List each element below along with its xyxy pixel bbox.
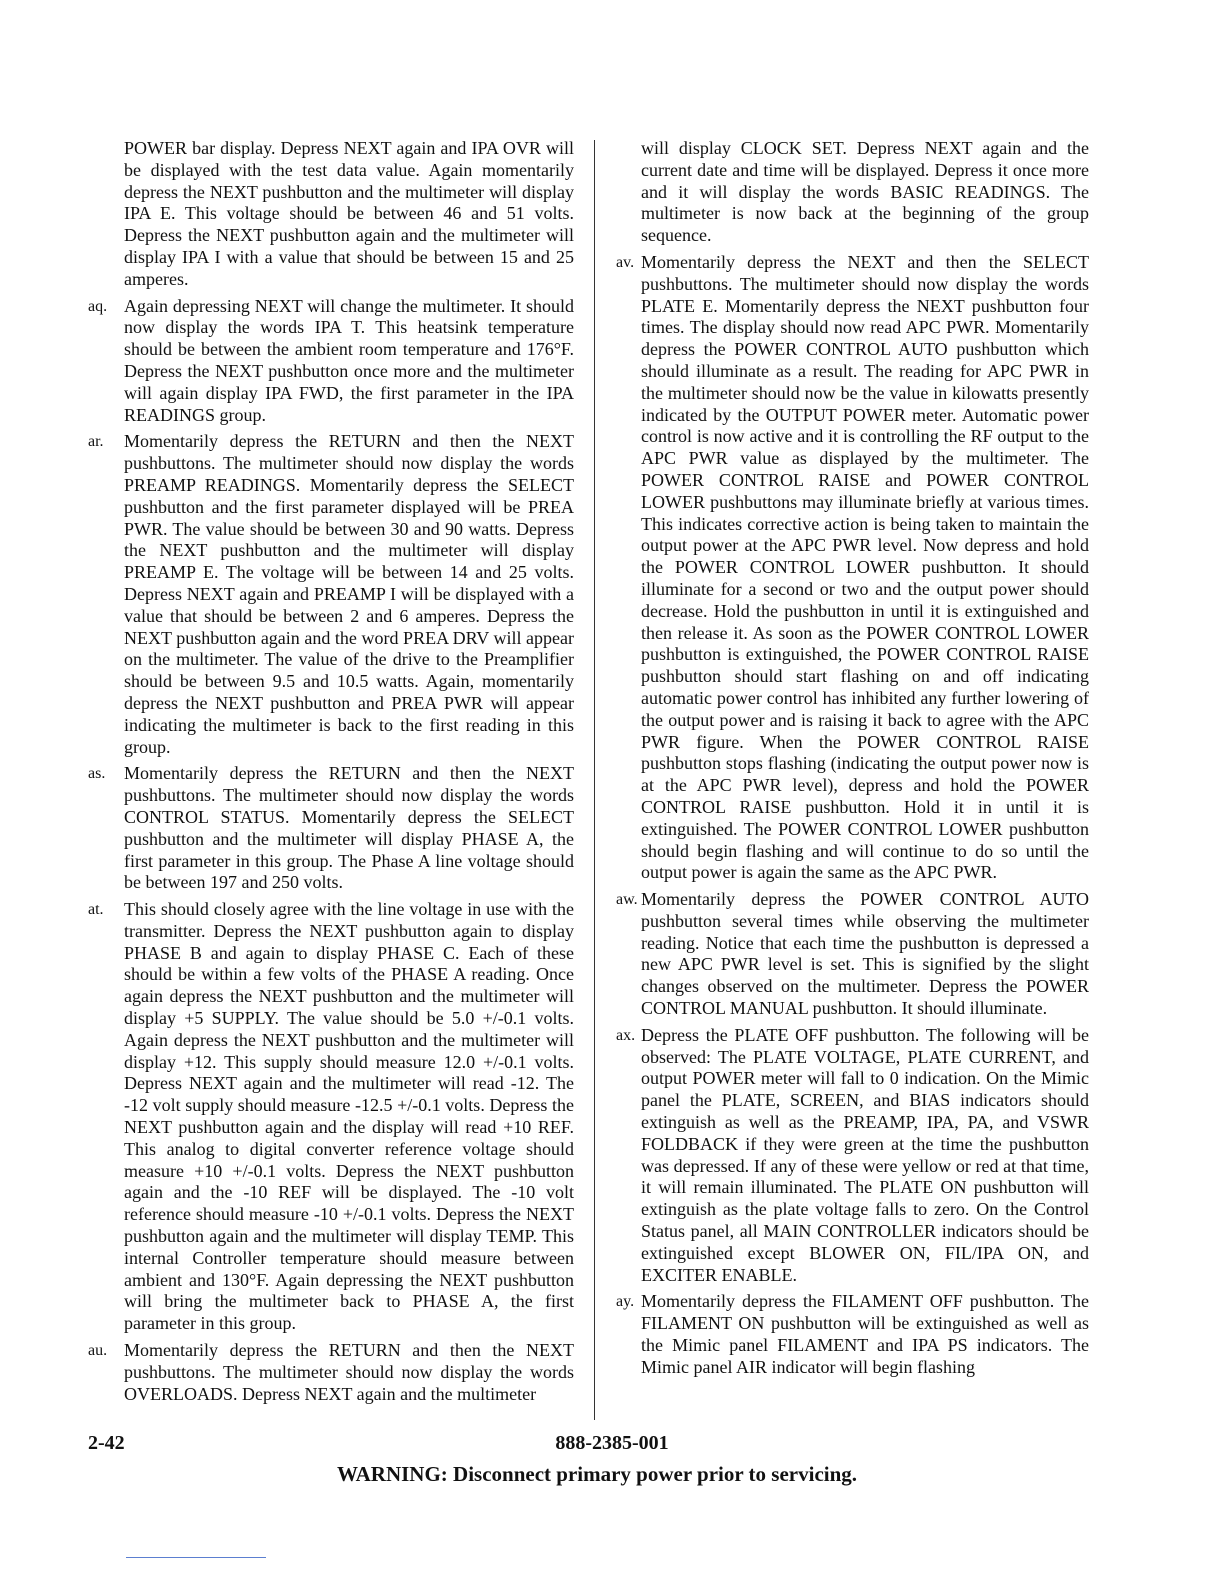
page-number: 2-42 bbox=[88, 1432, 125, 1454]
item-text: Momentarily depress the POWER CONTROL AUTO pushbutton several times while observing the multimeter reading. Notice that each time the pushbutton is depressed a new APC PWR level is set. This is signified by the slight changes observed on the multimeter. Depress the POWER CONTROL MANUAL pushbutton. It should illuminate. bbox=[641, 889, 1089, 1019]
list-item-av bbox=[616, 252, 1089, 884]
column-divider bbox=[594, 140, 595, 1420]
item-text: Depress the PLATE OFF pushbutton. The following will be observed: The PLATE VOLTAGE, PLATE CURRENT, and output POWER meter will fall to 0 indication. On the Mimic panel the PLATE, SCREEN, and BIAS indicators should extinguish as well as the PREAMP, IPA, PA, and VSWR FOLDBACK if they were green at the time the pushbutton was depressed. If any of these were yellow or red at that time, it will remain illuminated. The PLATE ON pushbutton will extinguish as the plate voltage falls to zero. On the Control Status panel, all MAIN CONTROLLER indicators should be extinguished except BLOWER ON, FIL/IPA ON, and EXCITER ENABLE. bbox=[641, 1024, 1089, 1285]
list-item-as bbox=[88, 763, 574, 894]
left-column bbox=[88, 138, 574, 1410]
list-item-au bbox=[88, 1340, 574, 1405]
right-intro-paragraph: will display CLOCK SET. Depress NEXT again and the current date and time will be displayed. Depress it once more and it will display the words BASIC READINGS. The multimeter is now back at the beginning of the group sequence. bbox=[641, 138, 1089, 246]
item-label: ax. bbox=[616, 1026, 636, 1044]
right-column bbox=[616, 138, 1089, 1384]
item-label: av. bbox=[616, 253, 635, 271]
item-label: ay. bbox=[616, 1293, 635, 1311]
item-text: Momentarily depress the RETURN and then the NEXT pushbuttons. The multimeter should now display the words CONTROL STATUS. Momentarily depress the SELECT pushbutton and the multimeter will display PHASE A, the first parameter in this group. The Phase A line voltage should be between 197 and 250 volts. bbox=[124, 763, 574, 893]
item-label: aq. bbox=[88, 297, 108, 315]
item-text: Momentarily depress the FILAMENT OFF pushbutton. The FILAMENT ON pushbutton will be extinguished as well as the Mimic panel FILAMENT and IPA PS indicators. The Mimic panel AIR indicator will begin flashing bbox=[641, 1291, 1089, 1377]
list-item-aw bbox=[616, 889, 1089, 1020]
item-label: at. bbox=[88, 901, 104, 919]
item-text: This should closely agree with the line voltage in use with the transmitter. Depress the NEXT pushbutton again to display PHASE B and again to display PHASE C. Each of these should be within a few volts of the PHASE A reading. Once again depress the NEXT pushbutton and the multimeter will display +5 SUPPLY. The value should be 5.0 +/-0.1 volts. Again depress the NEXT pushbutton and the multimeter will display +12. This supply should measure 12.0 +/-0.1 volts. Depress NEXT again and the multimeter will read -12. The -12 volt supply should measure -12.5 +/-0.1 volts. Depress the NEXT pushbutton again and the display will read +10 REF. This analog to digital converter reference voltage should measure +10 +/-0.1 volts. Depress the NEXT pushbutton again and the -10 REF will be displayed. The -10 volt reference should measure -10 +/-0.1 volts. Depress the NEXT pushbutton again and the multimeter will display TEMP. This internal Controller temperature should measure between ambient and 130°F. Again depressing the NEXT pushbutton will bring the multimeter back to PHASE A, the first parameter in this group. bbox=[124, 899, 574, 1334]
document-number: 888-2385-001 bbox=[555, 1432, 669, 1454]
item-label: as. bbox=[88, 765, 106, 783]
item-label: au. bbox=[88, 1342, 108, 1360]
list-item-ar bbox=[88, 431, 574, 758]
item-text: Momentarily depress the RETURN and then the NEXT pushbuttons. The multimeter should now display the words OVERLOADS. Depress NEXT again and the multimeter bbox=[124, 1340, 574, 1404]
list-item-aq bbox=[88, 296, 574, 427]
item-label: aw. bbox=[616, 891, 638, 909]
item-text: Momentarily depress the RETURN and then the NEXT pushbuttons. The multimeter should now display the words PREAMP READINGS. Momentarily depress the SELECT pushbutton and the first parameter displayed will be PREA PWR. The value should be between 30 and 90 watts. Depress the NEXT pushbutton and the multimeter will display PREAMP E. The voltage will be between 14 and 25 volts. Depress NEXT again and PREAMP I will be displayed with a value that should be between 2 and 6 amperes. Depress the NEXT pushbutton again and the word PREA DRV will appear on the multimeter. The value of the drive to the Preamplifier should be between 9.5 and 10.5 watts. Again, momentarily depress the NEXT pushbutton and PREA PWR will appear indicating the multimeter is back to the first reading in this group. bbox=[124, 431, 574, 757]
list-item-ay bbox=[616, 1291, 1089, 1378]
left-intro-paragraph: POWER bar display. Depress NEXT again and IPA OVR will be displayed with the test data value. Again momentarily depress the NEXT pushbutton and the multimeter will display IPA E. This voltage should be between 46 and 51 volts. Depress the NEXT pushbutton again and the multimeter will display IPA I with a value that should be between 15 and 25 amperes. bbox=[124, 138, 574, 289]
list-item-ax bbox=[616, 1025, 1089, 1287]
item-text: Momentarily depress the NEXT and then the SELECT pushbuttons. The multimeter should now display the words PLATE E. Momentarily depress the NEXT pushbutton four times. The display should now read APC PWR. Momentarily depress the POWER CONTROL AUTO pushbutton which should illuminate as a result. The reading for APC PWR in the multimeter should now be the value in kilowatts presently indicated by the OUTPUT POWER meter. Automatic power control is now active and it is controlling the RF output to the APC PWR value as displayed by the multimeter. The POWER CONTROL RAISE and POWER CONTROL LOWER pushbuttons may illuminate briefly at various times. This indicates corrective action is being taken to maintain the output power at the APC PWR level. Now depress and hold the POWER CONTROL LOWER pushbutton. It should illuminate for a second or two and the output power should decrease. Hold the pushbutton in until it is extinguished and then release it. As soon as the POWER CONTROL LOWER pushbutton is extinguished, the POWER CONTROL RAISE pushbutton should start flashing on and off indicating automatic power control has inhibited any further lowering of the output power and is raising it back to agree with the APC PWR figure. When the POWER CONTROL RAISE pushbutton stops flashing (indicating the output power now is at the APC PWR level), depress and hold the POWER CONTROL RAISE pushbutton. Hold it in until it is extinguished. The POWER CONTROL LOWER pushbutton should begin flashing and will continue to do so until the output power is again the same as the APC PWR. bbox=[641, 251, 1089, 883]
item-text: Again depressing NEXT will change the multimeter. It should now display the words IPA T. This heatsink temperature should be between the ambient room temperature and 176°F. Depress the NEXT pushbutton once more and the multimeter will again display IPA FWD, the first parameter in the IPA READINGS group. bbox=[124, 295, 574, 425]
warning-notice: WARNING: Disconnect primary power prior to servicing. bbox=[336, 1462, 858, 1486]
bottom-rule bbox=[126, 1557, 266, 1558]
list-item-at bbox=[88, 899, 574, 1335]
item-label: ar. bbox=[88, 433, 104, 451]
